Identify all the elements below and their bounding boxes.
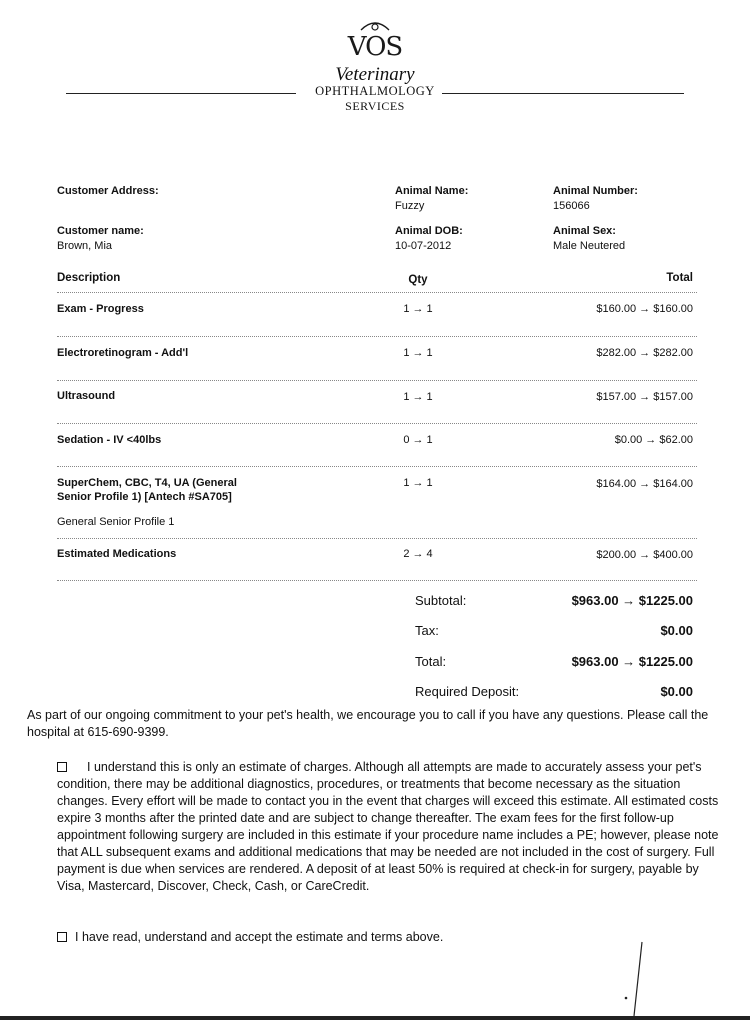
- animal-sex-label: Animal Sex:: [553, 225, 616, 237]
- line-item-qty: 1 → 1: [403, 347, 433, 359]
- line-item-total: $160.00 → $160.00: [596, 303, 693, 315]
- commitment-paragraph: As part of our ongoing commitment to your pet's health, we encourage you to call if you have any questions. Please call the hospital at 615-690-9399.: [27, 708, 709, 739]
- estimate-terms-checkbox[interactable]: [57, 762, 67, 772]
- line-item-qty: 1 → 1: [403, 391, 433, 403]
- line-item-description: Ultrasound: [57, 390, 116, 402]
- divider: [57, 466, 697, 467]
- divider: [57, 292, 697, 293]
- line-item-description: Estimated Medications: [57, 548, 177, 560]
- animal-dob-label: Animal DOB:: [395, 225, 463, 237]
- divider: [57, 336, 697, 337]
- line-item-description: SuperChem, CBC, T4, UA (General Senior Profile 1) [Antech #SA705]: [57, 477, 237, 503]
- line-item-description: Sedation - IV <40lbs: [57, 434, 162, 446]
- vos-logo: VOS: [340, 22, 410, 52]
- divider: [57, 538, 697, 539]
- letterhead: [0, 0, 750, 120]
- logo-services: SERVICES: [345, 99, 405, 113]
- column-header-total: Total: [666, 272, 693, 284]
- divider: [57, 380, 697, 381]
- column-header-description: Description: [57, 272, 121, 284]
- line-item-total: $164.00 → $164.00: [596, 478, 693, 490]
- letterhead-rule-left: [66, 93, 296, 94]
- agree-statement: [57, 930, 443, 944]
- line-item-qty: 1 → 1: [403, 477, 433, 489]
- line-item-total: $0.00 → $62.00: [614, 434, 693, 446]
- divider: [57, 423, 697, 424]
- agree-checkbox[interactable]: [57, 932, 67, 942]
- line-item-description: Exam - Progress: [57, 303, 144, 315]
- line-item-qty: 2 → 4: [403, 548, 433, 560]
- animal-sex-value: Male Neutered: [553, 240, 626, 252]
- animal-number-label: Animal Number:: [553, 185, 638, 197]
- column-header-qty: Qty: [408, 274, 428, 286]
- customer-address-label: Customer Address:: [57, 185, 159, 197]
- total-label: Total:: [415, 654, 447, 669]
- estimate-terms: [57, 759, 722, 895]
- line-item-qty: 0 → 1: [403, 434, 433, 446]
- animal-name-label: Animal Name:: [395, 185, 469, 197]
- total-value: $963.00 → $1225.00: [571, 654, 693, 669]
- line-item-subtext: General Senior Profile 1: [57, 516, 175, 528]
- line-item-total: $157.00 → $157.00: [596, 391, 693, 403]
- agree-text: I have read, understand and accept the estimate and terms above.: [75, 930, 444, 944]
- deposit-label: Required Deposit:: [415, 684, 520, 699]
- subtotal-label: Subtotal:: [415, 593, 467, 608]
- estimate-terms-text: I understand this is only an estimate of charges. Although all attempts are made to accurately assess your pet's condition, there may be additional diagnostics, procedures, or treatments that become necessary as the situation changes. Every effort will be made to contact you in the event that charges will exceed this estimate. All estimated costs expire 3 months after the printed date and are subject to change thereafter. The exam fees for the first follow-up appointment following surgery are included in this estimate if your procedure name includes a PE; however, please note that ALL subsequent exams and additional medications that may be needed are not included in the cost of surgery. Full payment is due when services are rendered. A deposit of at least 50% is required at check-in for surgery, payable by Visa, Mastercard, Discover, Check, Cash, or CareCredit.: [57, 760, 719, 893]
- customer-name-label: Customer name:: [57, 225, 144, 237]
- animal-name-value: Fuzzy: [395, 200, 425, 212]
- customer-name-value: Brown, Mia: [57, 240, 113, 252]
- logo-veterinary: Veterinary: [335, 64, 415, 85]
- animal-dob-value: 10-07-2012: [395, 240, 452, 252]
- pen-mark: [620, 940, 650, 1020]
- logo-ophthalmology: OPHTHALMOLOGY: [315, 84, 435, 98]
- tax-label: Tax:: [415, 623, 439, 638]
- letterhead-rule-right: [442, 93, 684, 94]
- animal-number-value: 156066: [553, 200, 590, 212]
- line-item-total: $282.00 → $282.00: [596, 347, 693, 359]
- divider: [57, 580, 697, 581]
- tax-value: $0.00: [660, 623, 693, 638]
- subtotal-value: $963.00 → $1225.00: [571, 593, 693, 608]
- line-item-description: Electroretinogram - Add'l: [57, 347, 189, 359]
- line-item-total: $200.00 → $400.00: [596, 549, 693, 561]
- deposit-value: $0.00: [660, 684, 693, 699]
- line-item-qty: 1 → 1: [403, 303, 433, 315]
- scan-edge: [0, 1016, 750, 1020]
